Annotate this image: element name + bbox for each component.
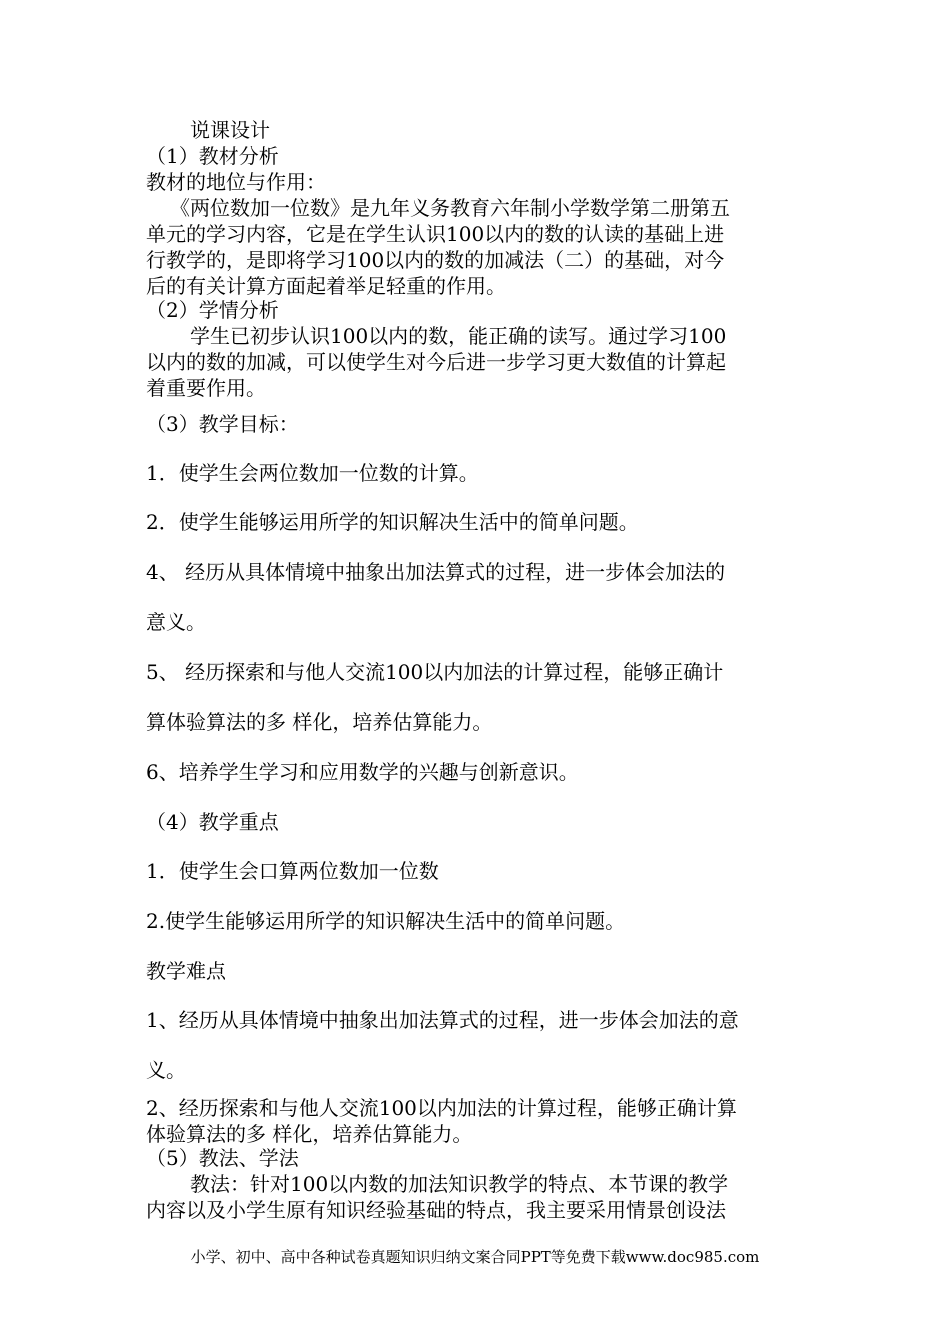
paragraph-line: 后的有关计算方面起着举足轻重的作用。 — [146, 274, 506, 298]
section-heading-student-analysis: （2）学情分析 — [146, 298, 279, 322]
paragraph-line: 教法：针对100以内数的加法知识教学的特点、本节课的教学 — [190, 1172, 729, 1196]
goal-item: 2．使学生能够运用所学的知识解决生活中的简单问题。 — [146, 510, 639, 534]
key-point-item: 2.使学生能够运用所学的知识解决生活中的简单问题。 — [146, 909, 626, 933]
goal-item: 1．使学生会两位数加一位数的计算。 — [146, 461, 479, 485]
key-point-item: 1．使学生会口算两位数加一位数 — [146, 859, 439, 883]
difficulty-item: 2、经历探索和与他人交流100以内加法的计算过程，能够正确计算 — [146, 1096, 737, 1120]
goal-item: 5、 经历探索和与他人交流100以内加法的计算过程，能够正确计 — [146, 660, 724, 684]
section-heading-textbook-analysis: （1）教材分析 — [146, 144, 279, 168]
section-heading-difficulties: 教学难点 — [146, 959, 226, 983]
paragraph-line: 以内的数的加减，可以使学生对今后进一步学习更大数值的计算起 — [146, 350, 726, 374]
goal-item: 算体验算法的多 样化，培养估算能力。 — [146, 710, 493, 734]
goal-item: 4、 经历从具体情境中抽象出加法算式的过程，进一步体会加法的 — [146, 560, 726, 584]
paragraph-line: 学生已初步认识100以内的数，能正确的读写。通过学习100 — [190, 324, 727, 348]
paragraph-line: 《两位数加一位数》是九年义务教育六年制小学数学第二册第五 — [170, 196, 730, 220]
paragraph-line: 单元的学习内容，它是在学生认识100以内的数的认读的基础上进 — [146, 222, 725, 246]
difficulty-item: 1、经历从具体情境中抽象出加法算式的过程，进一步体会加法的意 — [146, 1008, 739, 1032]
section-heading-key-points: （4）教学重点 — [146, 810, 279, 834]
subheading-status-role: 教材的地位与作用： — [146, 170, 326, 194]
paragraph-line: 行教学的，是即将学习100以内的数的加减法（二）的基础，对今 — [146, 248, 725, 272]
goal-item: 6、培养学生学习和应用数学的兴趣与创新意识。 — [146, 760, 579, 784]
difficulty-item: 体验算法的多 样化，培养估算能力。 — [146, 1122, 473, 1146]
paragraph-line: 内容以及小学生原有知识经验基础的特点，我主要采用情景创设法 — [146, 1198, 726, 1222]
paragraph-line: 着重要作用。 — [146, 376, 266, 400]
section-heading-teaching-goals: （3）教学目标： — [146, 412, 299, 436]
section-heading-methods: （5）教法、学法 — [146, 1146, 299, 1170]
difficulty-item: 义。 — [146, 1058, 186, 1082]
goal-item: 意义。 — [146, 610, 206, 634]
page-footer: 小学、初中、高中各种试卷真题知识归纳文案合同PPT等免费下载www.doc985.com — [190, 1248, 760, 1266]
document-title: 说课设计 — [190, 118, 270, 142]
